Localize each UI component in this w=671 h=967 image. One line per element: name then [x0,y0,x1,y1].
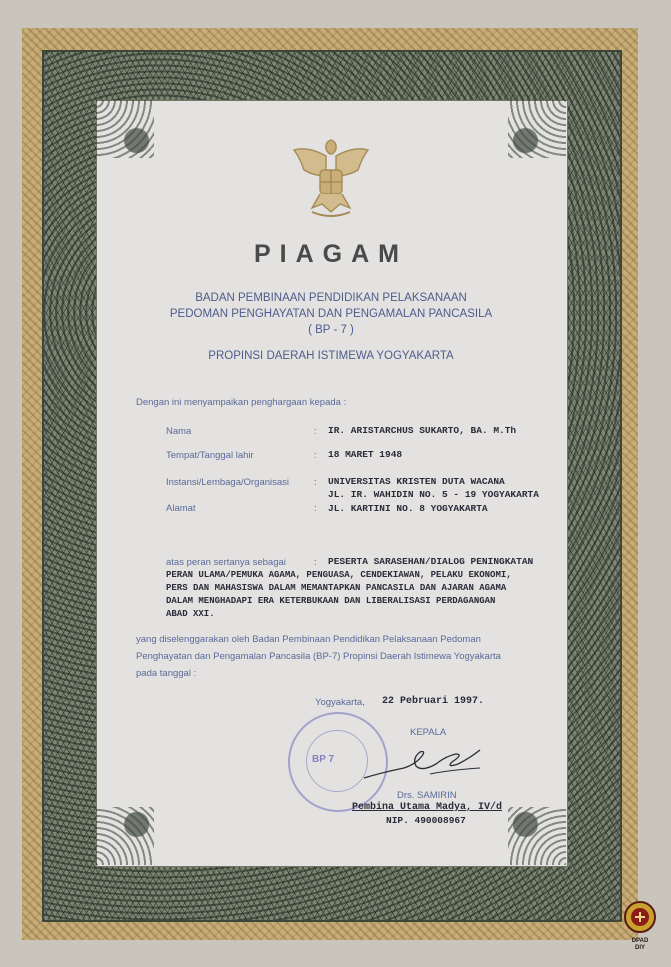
address-value: JL. KARTINI NO. 8 YOGYAKARTA [328,503,488,514]
issuing-agency [96,290,566,338]
stamp-label: BP 7 [312,754,335,765]
birth-value: 18 MARET 1948 [328,449,403,460]
colon: : [314,426,317,437]
date-place: Yogyakarta, [315,697,365,708]
institution-label: Instansi/Lembaga/Organisasi [166,477,290,488]
colon: : [314,450,317,461]
organizer-line: pada tanggal : [136,668,197,679]
logo-text-line: DPAD [631,938,649,944]
province-name: PROPINSI DAERAH ISTIMEWA YOGYAKARTA [208,350,454,362]
intro-text: Dengan ini menyampaikan penghargaan kepada : [136,397,347,408]
corner-ornament-icon [96,100,154,158]
role-line: PERAN ULAMA/PEMUKA AGAMA, PENGUASA, CENDEKIAWAN, PELAKU EKONOMI, [166,570,512,580]
signatory-position: KEPALA [410,727,447,738]
agency-line: PEDOMAN PENGHAYATAN DAN PENGAMALAN PANCASILA [169,308,493,320]
colon: : [314,503,317,514]
agency-abbreviation: ( BP - 7 ) [308,324,354,336]
organizer-line: Penghayatan dan Pengamalan Pancasila (BP-7) Propinsi Daerah Istimewa Yogyakarta [136,651,501,662]
name-label: Nama [166,426,192,437]
signatory-nip: NIP. 490008967 [386,815,466,826]
name-value: IR. ARISTARCHUS SUKARTO, BA. M.Th [328,425,517,436]
date-value: 22 Pebruari 1997. [382,696,485,707]
colon: : [314,477,317,488]
corner-ornament-icon [508,100,566,158]
signatory-name: Drs. SAMIRIN [397,790,457,801]
role-line: DALAM MENGHADAPI ERA KETERBUKAAN DAN LIBERALISASI PERDAGANGAN [166,596,496,606]
role-line: PESERTA SARASEHAN/DIALOG PENINGKATAN [328,556,534,567]
role-line: PERS DAN MAHASISWA DALAM MEMANTAPKAN PANCASILA DAN AJARAN AGAMA [166,583,507,593]
corner-ornament-icon [96,807,154,865]
institution-address: JL. IR. WAHIDIN NO. 5 - 19 YOGYAKARTA [328,489,539,500]
archive-logo-text [618,938,662,952]
signature-icon [360,744,490,786]
signatory-rank: Pembina Utama Madya, IV/d [352,802,503,813]
role-label: atas peran sertanya sebagai [166,557,286,568]
agency-line: BADAN PEMBINAAN PENDIDIKAN PELAKSANAAN [195,292,467,304]
address-label: Alamat [166,503,196,514]
birth-label: Tempat/Tanggal lahir [166,450,254,461]
archive-logo-icon [623,900,657,934]
role-line: ABAD XXI. [166,609,215,619]
organizer-line: yang diselenggarakan oleh Badan Pembinaan Pendidikan Pelaksanaan Pedoman [136,634,481,645]
logo-text-line: DIY [634,945,645,951]
corner-ornament-icon [508,807,566,865]
institution-value: UNIVERSITAS KRISTEN DUTA WACANA [328,476,505,487]
certificate-title: PIAGAM [254,240,408,268]
colon: : [314,557,317,568]
garuda-emblem-icon [290,132,372,222]
